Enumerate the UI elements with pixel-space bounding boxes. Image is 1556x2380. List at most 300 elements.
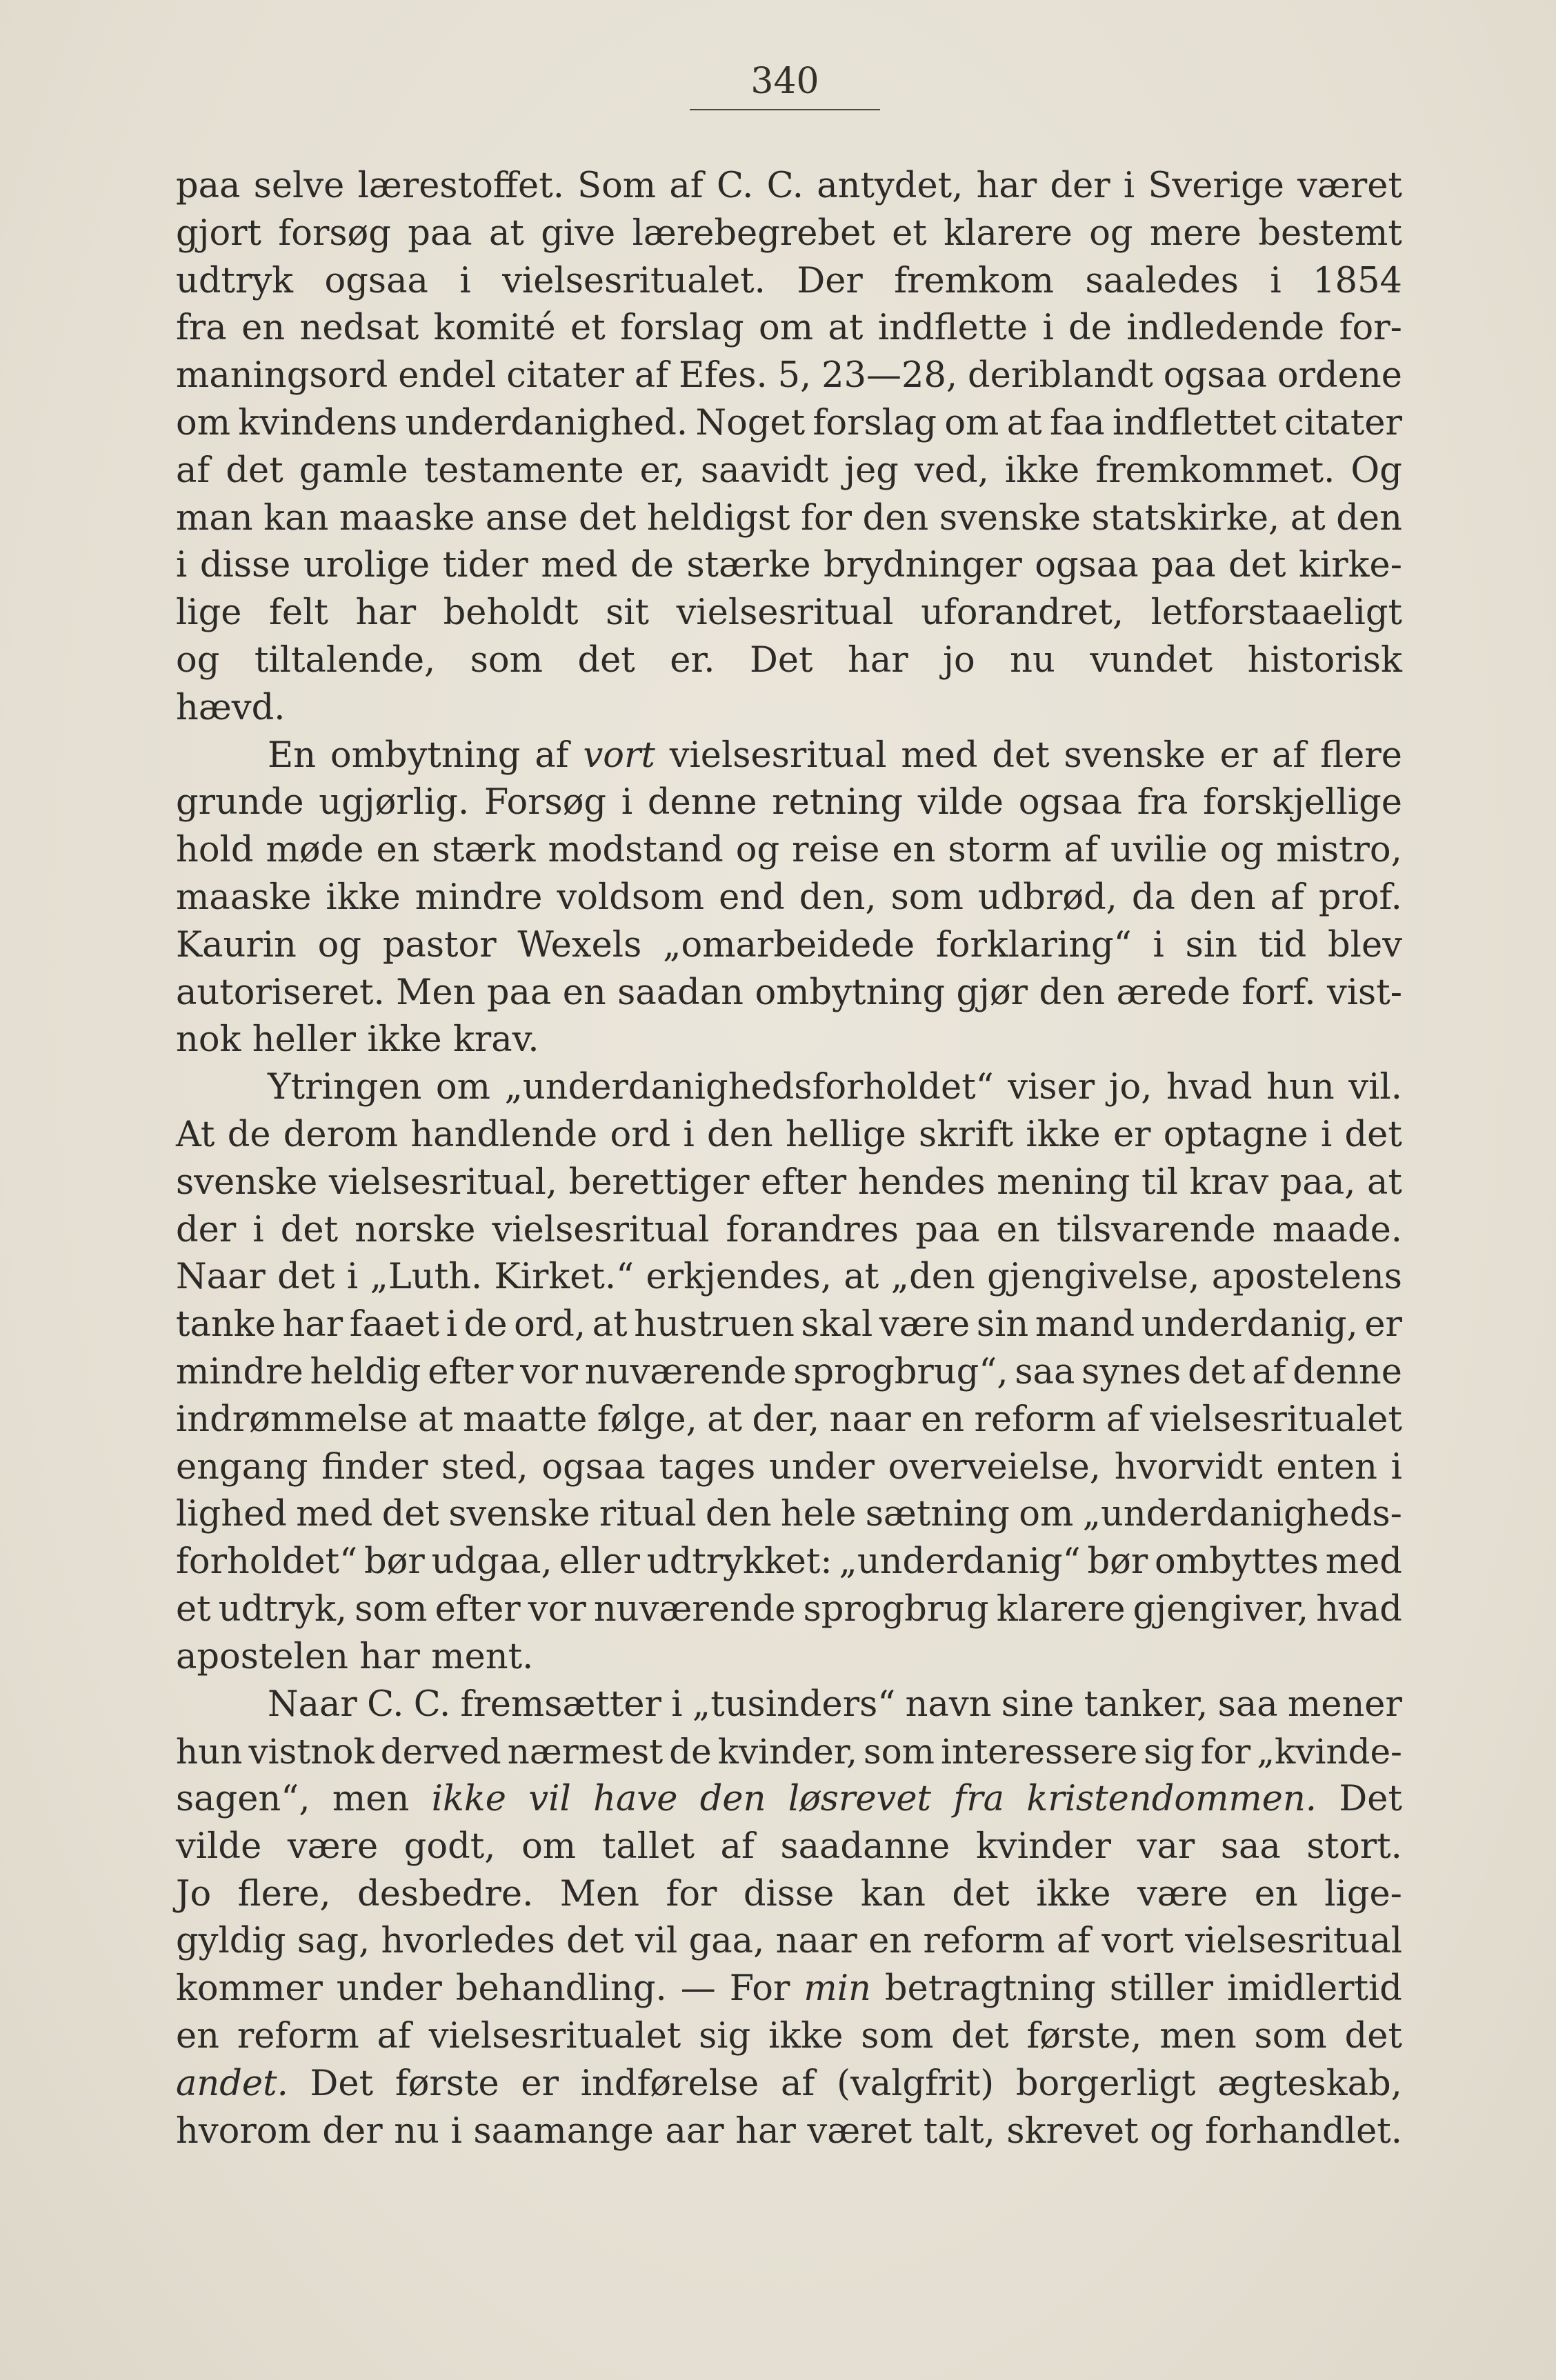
word: vundet (1090, 639, 1213, 681)
word: tilsvarende (1056, 1209, 1256, 1250)
word: kvinder (975, 1826, 1112, 1867)
word: ogsaa (1163, 355, 1268, 397)
word: Noget (695, 402, 806, 443)
word: en (562, 972, 606, 1013)
word: indrømmelse (176, 1399, 408, 1440)
word: maaske (176, 877, 312, 918)
word: og (176, 639, 220, 681)
word: sit (606, 592, 650, 634)
word: nuværende (584, 1351, 787, 1392)
word: Ytringen (268, 1067, 422, 1108)
word: imidlertid (1227, 1968, 1402, 2010)
text-line (176, 163, 1402, 210)
text-line (176, 637, 1402, 685)
text-line (176, 590, 1402, 637)
word: det (1344, 2016, 1402, 2057)
word: sig (699, 2016, 751, 2057)
word: Det (310, 2063, 374, 2104)
word: Sverige (1148, 166, 1284, 206)
word: en (176, 2016, 220, 2057)
text-line (176, 1918, 1402, 1966)
word: paa (915, 1209, 980, 1250)
word: vilde (176, 1826, 262, 1867)
text-line (176, 1159, 1402, 1207)
text-line (176, 1539, 1402, 1586)
word: aar (665, 2110, 724, 2152)
text-line (176, 874, 1402, 922)
word: at (592, 1304, 628, 1346)
word: uvilie (1110, 830, 1208, 871)
word: ved, (914, 450, 989, 491)
word: vist- (1326, 972, 1402, 1013)
word: Det (1339, 1779, 1402, 1820)
word: fremkommet. (1095, 450, 1335, 491)
word: det (277, 1257, 335, 1298)
word: faaet (349, 1304, 440, 1346)
word: kan (263, 497, 329, 539)
word: og (1089, 212, 1133, 254)
word: i (671, 1683, 683, 1725)
word: hold (176, 830, 254, 871)
emphasized-word: vil (528, 1779, 571, 1820)
word: indflette (877, 308, 1028, 349)
text-line (176, 1871, 1402, 1919)
word: af (1056, 1921, 1090, 1962)
word: viser (1008, 1067, 1095, 1108)
word: stort. (1306, 1826, 1402, 1867)
word: har (359, 1636, 420, 1677)
word: paa (486, 972, 552, 1013)
word: „tusinders“ (692, 1683, 896, 1725)
word: fra (176, 308, 227, 349)
word: vielsesritualet. (502, 260, 766, 301)
text-line (176, 685, 1402, 732)
word: bestemt (1258, 212, 1402, 254)
word: erkjendes, (646, 1257, 832, 1298)
word: i (1320, 1114, 1333, 1155)
text-line (176, 922, 1402, 970)
word: jo, (1108, 1067, 1153, 1108)
word: letforstaaeligt (1150, 592, 1402, 634)
word: talt, (923, 2110, 995, 2152)
word: i (346, 1257, 359, 1298)
text-line (176, 542, 1402, 590)
word: vielsesritual, (328, 1161, 557, 1203)
word: et (892, 212, 927, 254)
word: heller (252, 1019, 356, 1061)
word: berettiger (568, 1161, 750, 1203)
word: saa (1220, 1826, 1281, 1867)
word: skrift (919, 1114, 1014, 1155)
word: flere (1320, 734, 1402, 776)
word: vielsesritualet (1150, 1399, 1402, 1440)
word: om (435, 1067, 490, 1108)
word: været (807, 2110, 912, 2152)
emphasized-word: fra (953, 1779, 1005, 1820)
text-line (176, 1017, 1402, 1064)
word: af (1064, 830, 1098, 871)
word: den (1336, 497, 1402, 539)
word: en (996, 1209, 1040, 1250)
word: nu (1010, 639, 1055, 681)
word: ærede (1116, 972, 1230, 1013)
word: i (1153, 924, 1164, 966)
word: ogsaa (1035, 545, 1139, 586)
word: en (1254, 1873, 1298, 1914)
word: C. (413, 1683, 451, 1725)
text-line (176, 1634, 1402, 1681)
word: desbedre. (357, 1873, 534, 1914)
word: disse (199, 545, 291, 586)
word: „kvinde- (1257, 1732, 1402, 1772)
word: reform (974, 1399, 1097, 1440)
word: sprogbrug (803, 1588, 989, 1630)
word: det (381, 1494, 440, 1535)
word: forhandlet. (1205, 2110, 1402, 2152)
word: svenske (939, 497, 1081, 539)
word: vielsesritual (669, 734, 887, 776)
word: klarere (944, 212, 1073, 254)
word: „underdanigheds- (1082, 1494, 1402, 1535)
word: lige- (1324, 1873, 1402, 1914)
word: statskirke, (1091, 497, 1280, 539)
word: af (1106, 1399, 1141, 1440)
word: første, (1026, 2016, 1142, 2057)
word: ogsaa (324, 260, 428, 301)
word: saadanne (780, 1826, 950, 1867)
word: vor (520, 1351, 579, 1392)
word: „omarbeidede (663, 924, 915, 966)
word: saaledes (1085, 260, 1239, 301)
word: skal (801, 1304, 873, 1346)
word: kommer (176, 1968, 323, 2010)
word: apostelen (176, 1636, 348, 1677)
word: ment. (431, 1636, 534, 1677)
word: for (1200, 1732, 1251, 1772)
word: i (1042, 308, 1054, 349)
word: maade. (1272, 1209, 1402, 1250)
word: vielsesritual (676, 592, 894, 634)
word: med (296, 1494, 373, 1535)
word: i (176, 545, 188, 586)
word: i (450, 2110, 462, 2152)
word: — (680, 1968, 716, 2010)
word: ikke (1004, 450, 1080, 491)
word: tanke (176, 1304, 276, 1346)
word: denne (1293, 1351, 1402, 1392)
word: sin (976, 1304, 1029, 1346)
word: antydet, (817, 166, 964, 206)
word: nok (176, 1019, 241, 1061)
word: mindre (415, 877, 543, 918)
word: det (1228, 545, 1286, 586)
text-line (176, 1444, 1402, 1492)
word: En (268, 734, 317, 776)
word: optagne (1163, 1114, 1308, 1155)
word: som (864, 1732, 935, 1772)
word: disse (743, 1873, 835, 1914)
word: en (376, 830, 420, 871)
word: mere (1149, 212, 1242, 254)
text-line (176, 1728, 1402, 1776)
word: nu (394, 2110, 439, 2152)
word: indflettet (1113, 402, 1277, 443)
word: af (1270, 877, 1304, 918)
word: beholdt (443, 592, 579, 634)
word: er (521, 2063, 559, 2104)
word: efter (761, 1161, 847, 1203)
word: 1854 (1313, 260, 1402, 301)
text-line (176, 2108, 1402, 2156)
word: bør (364, 1541, 425, 1583)
word: underdanighed. (405, 402, 688, 443)
word: C. (367, 1683, 404, 1725)
word: anse (485, 497, 568, 539)
word: ikke (326, 877, 401, 918)
word: derved (380, 1732, 501, 1772)
word: sted, (441, 1446, 528, 1488)
word: ombytning (330, 734, 521, 776)
word: saa (1217, 1683, 1278, 1725)
word: krav. (452, 1019, 539, 1061)
word: kvinder, (717, 1732, 857, 1772)
word: om (176, 402, 231, 443)
emphasized-word: andet. (176, 2063, 288, 2104)
word: de (669, 1732, 712, 1772)
text-line (176, 495, 1402, 543)
word: den (1039, 972, 1106, 1013)
word: indledende (1126, 308, 1325, 349)
word: hævd. (176, 687, 286, 728)
word: ikke (1026, 1114, 1101, 1155)
word: felt (269, 592, 328, 634)
text-line (176, 779, 1402, 827)
word: at (1290, 497, 1326, 539)
word: gjort (176, 212, 262, 254)
word: prof. (1318, 877, 1402, 918)
word: af (634, 355, 669, 397)
word: vielsesritual (1185, 1921, 1402, 1962)
emphasized-word: vort (583, 734, 655, 776)
text-line (176, 827, 1402, 874)
word: som (861, 2016, 934, 2057)
word: lærebegrebet (632, 212, 875, 254)
word: Og (1350, 450, 1402, 491)
emphasized-word: løsrevet (788, 1779, 932, 1820)
word: Naar (268, 1683, 357, 1725)
word: ikke (768, 2016, 844, 2057)
word: til (1141, 1161, 1179, 1203)
word: hvorom (176, 2110, 311, 2152)
emphasized-word: have (593, 1779, 678, 1820)
word: ordene (1277, 355, 1402, 397)
word: sag, (297, 1921, 370, 1962)
text-line (176, 305, 1402, 352)
word: flere, (237, 1873, 331, 1914)
word: saa (1015, 1351, 1075, 1392)
text-line (176, 1064, 1402, 1112)
word: være (879, 1304, 970, 1346)
word: Men (396, 972, 476, 1013)
word: for (666, 1873, 717, 1914)
word: de (630, 545, 674, 586)
word: og (1150, 2110, 1194, 2152)
word: en (892, 830, 936, 871)
word: vort (1101, 1921, 1174, 1962)
word: Forsøg (483, 782, 607, 823)
word: den (862, 497, 929, 539)
word: er (1219, 734, 1258, 776)
text-line (176, 448, 1402, 495)
word: var (1137, 1826, 1195, 1867)
text-line (176, 1301, 1402, 1349)
word: Efes. (679, 355, 768, 397)
word: udtryk, (218, 1588, 348, 1630)
word: fremkom (894, 260, 1055, 301)
word: da (1131, 877, 1175, 918)
word: den (1189, 877, 1256, 918)
word: i (1270, 260, 1281, 301)
word: det (992, 734, 1050, 776)
word: være (287, 1826, 379, 1867)
word: Der (797, 260, 863, 301)
word: forf. (1241, 972, 1316, 1013)
word: stiller (1109, 1968, 1213, 2010)
word: hele (780, 1494, 857, 1535)
word: Kirket.“ (494, 1257, 635, 1298)
word: sprogbrug“, (793, 1351, 1008, 1392)
word: kirke- (1299, 545, 1402, 586)
word: C. (766, 166, 804, 206)
word: ord, (514, 1304, 586, 1346)
word: derom (283, 1114, 399, 1155)
word: C. (716, 166, 754, 206)
word: udtrykket: (646, 1541, 832, 1583)
word: saavidt (700, 450, 829, 491)
word: gamle (299, 450, 408, 491)
word: brydninger (824, 545, 1022, 586)
word: at (1006, 402, 1042, 443)
word: kan (860, 1873, 926, 1914)
word: nuværende (593, 1588, 796, 1630)
word: historisk (1247, 639, 1402, 681)
word: tider (442, 545, 528, 586)
word: Som (577, 166, 657, 206)
word: ugjørlig. (319, 782, 470, 823)
word: man (176, 497, 253, 539)
word: maaske (339, 497, 475, 539)
word: det (951, 2016, 1009, 2057)
word: indførelse (580, 2063, 759, 2104)
word: af (720, 1826, 755, 1867)
word: autoriseret. (176, 972, 385, 1013)
word: det (1188, 1351, 1246, 1392)
word: kvindens (238, 402, 398, 443)
word: 23—28, (821, 355, 958, 397)
word: og (1219, 830, 1264, 871)
word: Kaurin (176, 924, 297, 966)
header-rule (690, 109, 880, 110)
emphasized-word: den (699, 1779, 766, 1820)
body-text (176, 163, 1402, 2155)
word: det (280, 1209, 339, 1250)
word: paa (1151, 545, 1216, 586)
word: reise (792, 830, 880, 871)
word: forslag (812, 402, 937, 443)
word: møde (266, 830, 364, 871)
word: nærmest (507, 1732, 664, 1772)
word: Men (559, 1873, 639, 1914)
word: en (921, 1399, 965, 1440)
text-line (176, 2061, 1402, 2108)
word: maatte (463, 1399, 588, 1440)
word: at (1367, 1161, 1402, 1203)
word: i (252, 1209, 264, 1250)
word: i (446, 1304, 458, 1346)
word: reform (923, 1921, 1046, 1962)
word: en (868, 1921, 912, 1962)
word: sine (1001, 1683, 1075, 1725)
text-line (176, 1966, 1402, 2013)
word: gjengivelse, (987, 1257, 1200, 1298)
word: ikke (1036, 1873, 1111, 1914)
word: at (707, 1399, 743, 1440)
word: end (719, 877, 785, 918)
word: „underdanighedsforholdet“ (504, 1067, 994, 1108)
word: klarere (996, 1588, 1126, 1630)
text-line (176, 732, 1402, 780)
word: med (1325, 1541, 1402, 1583)
text-line (176, 1586, 1402, 1634)
word: deriblandt (968, 355, 1153, 397)
word: forsøg (278, 212, 391, 254)
word: vielsesritual (492, 1209, 710, 1250)
word: er (1364, 1304, 1402, 1346)
word: faa (1050, 402, 1105, 443)
word: et (570, 308, 606, 349)
word: har (848, 639, 908, 681)
word: citater (1284, 402, 1402, 443)
text-line (176, 1491, 1402, 1539)
word: med (541, 545, 618, 586)
word: finder (321, 1446, 428, 1488)
word: denne (647, 782, 757, 823)
word: gjør (956, 972, 1028, 1013)
word: grunde (176, 782, 304, 823)
word: men (1159, 2016, 1237, 2057)
text-line (176, 1254, 1402, 1301)
word: saadan (617, 972, 744, 1013)
word: forskjellige (1203, 782, 1402, 823)
text-line (176, 1681, 1402, 1729)
word: om (944, 402, 999, 443)
word: i (1123, 166, 1135, 206)
word: svenske (1064, 734, 1206, 776)
word: vistnok (248, 1732, 375, 1772)
word: ombytning (755, 972, 946, 1013)
word: det (952, 1873, 1010, 1914)
word: ombyttes (1155, 1541, 1319, 1583)
word: heldigst (646, 497, 790, 539)
word: har (282, 1304, 343, 1346)
word: været (1297, 166, 1402, 206)
word: jo (943, 639, 975, 681)
word: efter (428, 1351, 514, 1392)
word: er. (670, 639, 715, 681)
word: selve (253, 166, 345, 206)
word: tanker, (1084, 1683, 1208, 1725)
word: men (332, 1779, 410, 1820)
